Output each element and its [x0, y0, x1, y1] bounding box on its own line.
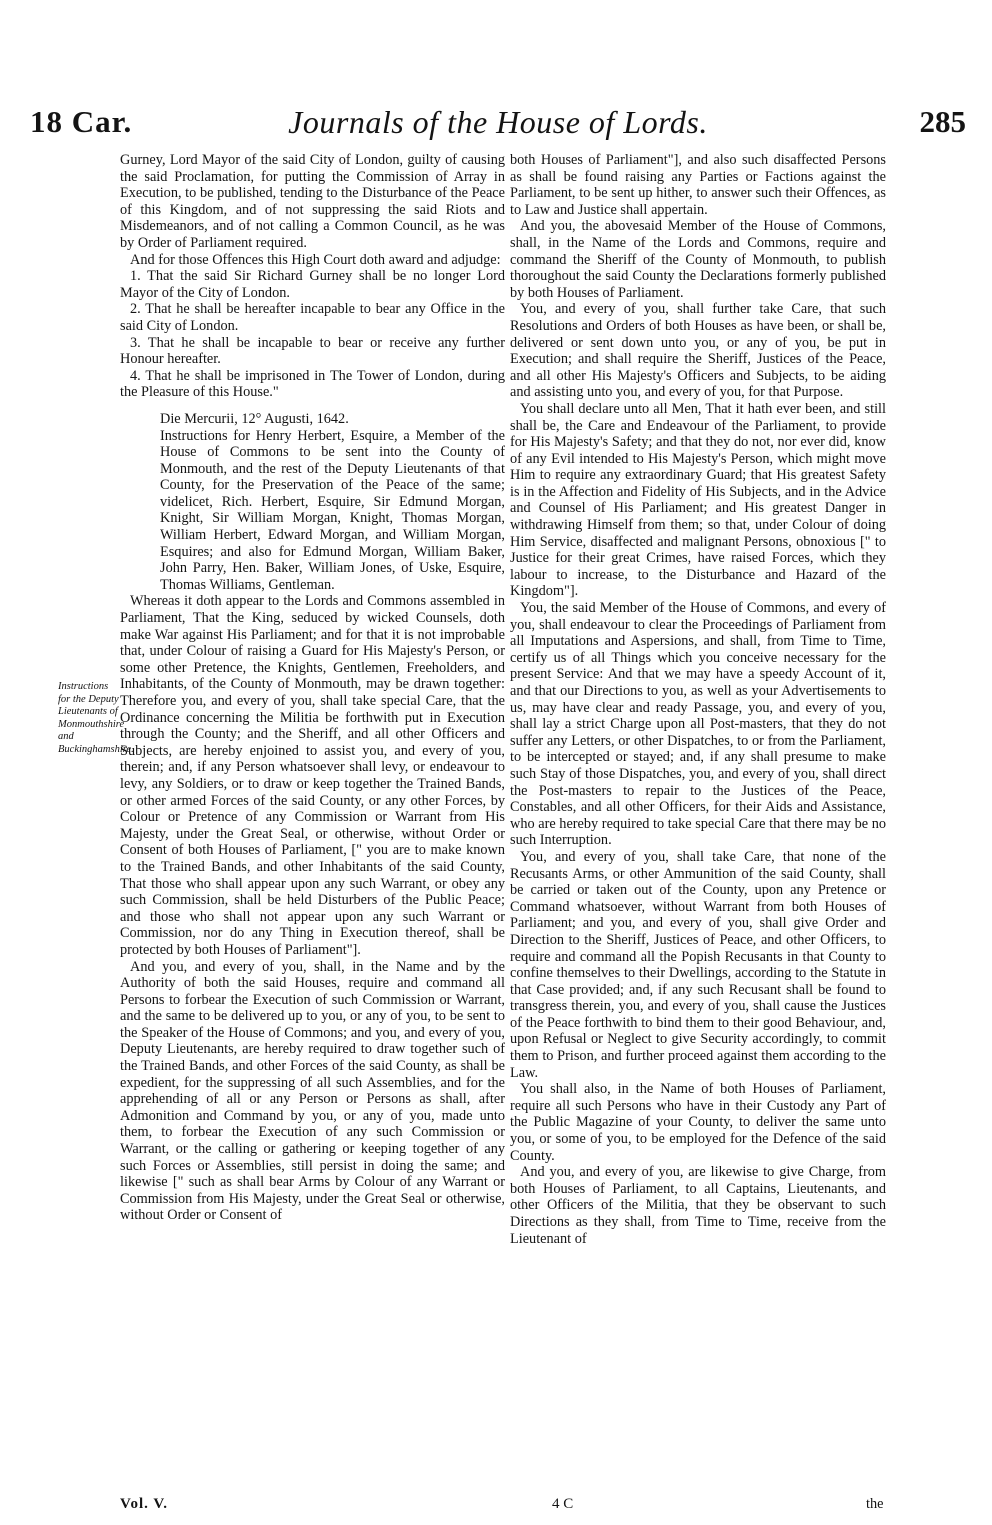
instructions-heading: Instructions for Henry Herbert, Esquire, a Member of the House of Commons to be sent into the County of Monmouth, and the rest of the Deputy Lieutenants of that County, for the Preservation of the Peace of the same; videlicet, Rich. Herbert, Esquire, Sir Edmund Morgan, Knight, Sir William Morgan, Knight, Thomas Morgan, William Herbert, Edward Morgan, and William Morgan, Esquires; and also for Edmund Morgan, William Baker, John Parry, Hen. Baker, William Jones, of Uske, Esquire, Thomas Williams, Gentleman.	[160, 427, 505, 593]
right-column	[510, 152, 886, 1247]
catchword: the	[866, 1496, 884, 1512]
paragraph: both Houses of Parliament"], and also such disaffected Persons as shall be found raising any Parties or Factions against the Parliament, to be sent up hither, to answer such their Offences, as to Law and Justice shall appertain.	[510, 152, 886, 218]
running-title: Journals of the House of Lords.	[288, 104, 708, 140]
volume-label: Vol. V.	[120, 1496, 169, 1512]
paragraph: You shall declare unto all Men, That it hath ever been, and still shall be, the Care and Endeavour of the Parliament, to provide for His Majesty's Safety; and that they do not, nor ever did, know of any Evil intended to His Majesty's Person, which might move Him to require any extraordinary Guard; that His greatest Safety is in the Affection and Fidelity of His Subjects, and in the Advice and Counsel of His Parliament; and His greatest Danger in withdrawing Himself from them; so that, under Colour of doing Him Service, disaffected and malignant Persons, obnoxious [" to Justice for their great Crimes, have raised Forces, which they labour to increase, to the Disturbance and Hazard of the Kingdom"].	[510, 400, 886, 600]
paragraph: 2. That he shall be hereafter incapable to bear any Office in the said City of London.	[120, 301, 505, 334]
regnal-year: 18 Car.	[30, 104, 133, 139]
paragraph: You, and every of you, shall take Care, that none of the Recusants Arms, or other Ammunition of the said County, shall be carried or taken out of the County, upon any Pretence or Command whatsoever, without Warrant from both Houses of Parliament; and you, and every of you, shall give Order and Direction to the Sheriff, Justices of Peace, and other Officers, to require and command all the Popish Recusants in that County to confine themselves to their Dwellings, according to the Statute in that Case provided; and, if any such Recusant shall be found to transgress therein, you, and every of you, shall cause the Justices of the Peace forthwith to bind them to their good Behaviour, and, upon Refusal or Neglect to give Security accordingly, to commit them to Prison, and further proceed against them according to the Law.	[510, 848, 886, 1081]
paragraph: You, and every of you, shall further take Care, that such Resolutions and Orders of both Houses as have been, or shall be, delivered or sent down unto you, or any of you, be put in Execution; and shall require the Sheriff, Justices of the Peace, and all other His Majesty's Officers and Subjects, to be aiding and assisting unto you, and every of you, for that Purpose.	[510, 301, 886, 401]
page-number: 285	[919, 104, 966, 139]
paragraph: 4. That he shall be imprisoned in The Tower of London, during the Pleasure of this House."	[120, 367, 505, 401]
entry-date: Die Mercurii, 12° Augusti, 1642.	[160, 410, 349, 427]
paragraph: And you, the abovesaid Member of the House of Commons, shall, in the Name of the Lords and Commons, require and command the Sheriff of the County of Monmouth, to publish thoroughout the said County the Declarations formerly published by both Houses of Parliament.	[510, 218, 886, 301]
paragraph: 1. That the said Sir Richard Gurney shall be no longer Lord Mayor of the City of London.	[120, 268, 505, 301]
signature-mark: 4 C	[552, 1496, 574, 1512]
paragraph: And you, and every of you, are likewise to give Charge, from both Houses of Parliament, to all Captains, Lieutenants, and other Officers of the Militia, that they be observant to such Directions as they shall, from Time to Time, receive from the Lieutenant of	[510, 1164, 886, 1247]
paragraph: You shall also, in the Name of both Houses of Parliament, require all such Persons who have in their Custody any Part of the Public Magazine of your County, to deliver the same unto you, or some of you, to be employed for the Defence of the said County.	[510, 1081, 886, 1164]
paragraph: Gurney, Lord Mayor of the said City of London, guilty of causing the said Proclamation, for putting the Commission of Array in Execution, to be published, tending to the Disturbance of the Peace of this Kingdom, and of not suppressing the said Riots and Misdemeanors, and of not calling a Common Council, as he was by Order of Parliament required.	[120, 152, 505, 251]
paragraph: You, the said Member of the House of Commons, and every of you, shall endeavour to clear the Proceedings of Parliament from all Imputations and Aspersions, and shall, from Time to Time, certify us of all Things which you conceive necessary for the present Service: And that we may have a speedy Account of it, and that our Directions to you, as well as your Advertisements to us, may have clear and ready Passage, you, and every of you, shall lay a strict Charge upon all Post-masters, that they do not suffer any Letters, or other Dispatches, to or from the Parliament, to be intercepted or stayed; and, if any shall presume to make such Stay of those Dispatches, you, and every of you, shall direct the Post-masters to repair to the Justices of the Peace, Constables, and all other Officers, for their Aids and Assistance, who are hereby required to take special Care that there may be no such Interruption.	[510, 600, 886, 849]
margin-note: Instructions for the Deputy Lieutenants of Monmouthshire and Buckinghamshire.	[58, 681, 134, 755]
page-header	[30, 104, 966, 148]
paragraph: And for those Offences this High Court doth award and adjudge:	[130, 251, 501, 268]
paragraph: And you, and every of you, shall, in the Name and by the Authority of both the said Houses, require and command all Persons to forbear the Execution of such Commission or Warrant, and the same to be delivered up to you, or any of you, to be sent to the Speaker of the House of Commons; and you, and every of you, Deputy Lieutenants, are hereby required to draw together such of the Trained Bands, and other Forces of the said County, as shall be expedient, for the suppressing of all such Assemblies, and for the apprehending of all or any Person or Persons as shall, after Admonition and Command by you, or any of you, made unto them, to forbear the Execution of any such Commission or Warrant, or the calling or gathering or keeping together of any such Forces or Assemblies, still persist in doing the same; and likewise [" such as shall bear Arms by Colour of any Warrant or Commission from His Majesty, under the Great Seal or otherwise, without Order or Consent of	[120, 958, 505, 1224]
left-column	[120, 152, 505, 1224]
paragraph: 3. That he shall be incapable to bear or receive any further Honour hereafter.	[120, 334, 505, 368]
paragraph: Whereas it doth appear to the Lords and Commons assembled in Parliament, That the King, seduced by wicked Counsels, doth make War against His Parliament; and for that it is not improbable that, under Colour of raising a Guard for His Majesty's Person, or some other Pretence, the Knights, Gentlemen, Freeholders, and Inhabitants, of the County of Monmouth, may be drawn together: Therefore you, and every of you, shall take special Care, that the Ordinance concerning the Militia be forthwith put in Execution through the County; and the Sheriff, and all other Officers and Subjects, are hereby enjoined to assist you, and every of you, therein; and, if any Person whatsoever shall levy, or endeavour to levy, any Soldiers, or to draw or keep together the Trained Bands, or other armed Forces of the said County, or any other Forces, by Colour or Pretence of any Commission or Warrant from His Majesty, under the Great Seal, or otherwise, without Order or Consent of both Houses of Parliament, [" you are to make known to the Trained Bands, and other Inhabitants of the said County, That those who shall appear upon any such Warrant, or obey any such Commission, shall be held Disturbers of the Public Peace; and those who shall not appear upon any such Warrant or Commission, nor do any Thing in Execution thereof, shall be protected by both Houses of Parliament"].	[120, 593, 505, 958]
